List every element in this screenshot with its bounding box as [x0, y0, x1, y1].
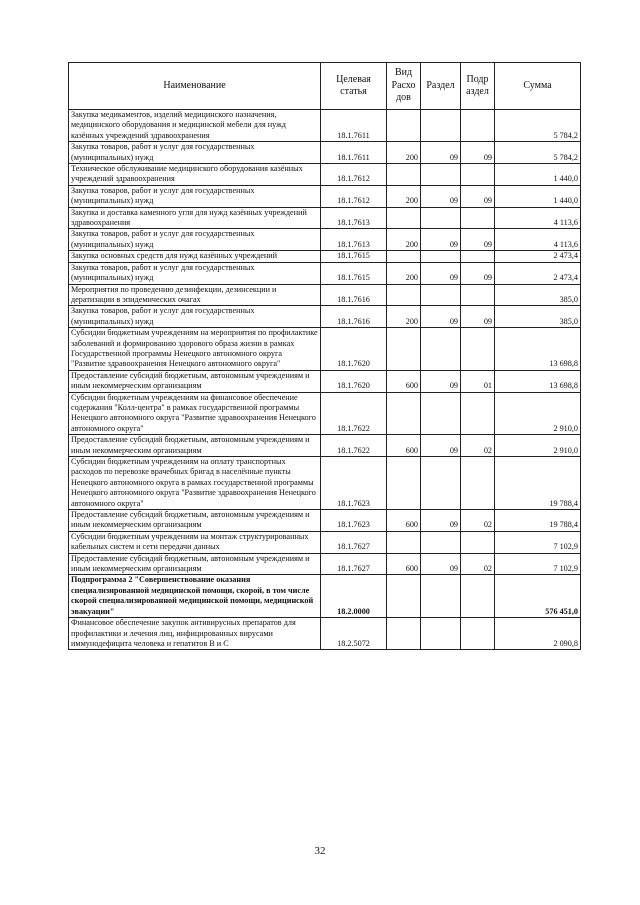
cell-name: Предоставление субсидий бюджетным, автономным учреждениям и иным некоммерческим организациям — [69, 553, 321, 575]
cell-section — [421, 457, 461, 510]
cell-expense-type: 600 — [387, 553, 421, 575]
cell-article: 18.1.7611 — [321, 110, 387, 142]
table-row — [69, 262, 581, 284]
cell-expense-type — [387, 207, 421, 229]
cell-article: 18.1.7623 — [321, 457, 387, 510]
cell-subsection — [461, 392, 495, 435]
cell-expense-type: 200 — [387, 229, 421, 251]
cell-name: Финансовое обеспечение закупок антивирусных препаратов для профилактики и лечения лиц, инфицированных вирусами иммунодефицита человека и гепатитов В и С — [69, 618, 321, 650]
cell-sum: 2 910,0 — [495, 392, 581, 435]
header-subsection: Подр аздел — [461, 63, 495, 110]
cell-subsection — [461, 110, 495, 142]
cell-sum: 5 784,2 — [495, 142, 581, 164]
cell-name: Техническое обслуживание медицинского оборудования казённых учреждений здравоохранения — [69, 164, 321, 186]
table-row — [69, 553, 581, 575]
table-body — [69, 110, 581, 650]
cell-subsection — [461, 251, 495, 262]
table-row — [69, 207, 581, 229]
cell-sum: 2 090,8 — [495, 618, 581, 650]
cell-article: 18.1.7622 — [321, 392, 387, 435]
cell-article: 18.1.7613 — [321, 207, 387, 229]
cell-section — [421, 251, 461, 262]
cell-article: 18.1.7612 — [321, 164, 387, 186]
cell-subsection: 02 — [461, 510, 495, 532]
cell-name: Закупка товаров, работ и услуг для государственных (муниципальных) нужд — [69, 306, 321, 328]
table-row — [69, 142, 581, 164]
cell-expense-type — [387, 110, 421, 142]
cell-section: 09 — [421, 262, 461, 284]
cell-article: 18.1.7627 — [321, 531, 387, 553]
cell-name: Закупка медикаментов, изделий медицинского назначения, медицинского оборудования и медицинской мебели для нужд казённых учреждений здравоохранения — [69, 110, 321, 142]
cell-article: 18.1.7620 — [321, 328, 387, 371]
cell-section — [421, 618, 461, 650]
cell-name: Субсидии бюджетным учреждениям на монтаж структурированных кабельных систем и сети передачи данных — [69, 531, 321, 553]
cell-name: Закупка и доставка каменного угля для нужд казённых учреждений здравоохранения — [69, 207, 321, 229]
cell-sum: 385,0 — [495, 306, 581, 328]
header-article: Целевая статья — [321, 63, 387, 110]
cell-section — [421, 531, 461, 553]
cell-name: Предоставление субсидий бюджетным, автономным учреждениям и иным некоммерческим организациям — [69, 510, 321, 532]
cell-expense-type — [387, 164, 421, 186]
table-row — [69, 110, 581, 142]
table-row — [69, 185, 581, 207]
table-row — [69, 370, 581, 392]
cell-section: 09 — [421, 185, 461, 207]
cell-sum: 4 113,6 — [495, 207, 581, 229]
cell-article: 18.1.7623 — [321, 510, 387, 532]
cell-name: Закупка товаров, работ и услуг для государственных (муниципальных) нужд — [69, 185, 321, 207]
cell-expense-type: 200 — [387, 185, 421, 207]
cell-sum: 1 440,0 — [495, 164, 581, 186]
cell-subsection: 09 — [461, 229, 495, 251]
cell-name: Предоставление субсидий бюджетным, автономным учреждениям и иным некоммерческим организациям — [69, 435, 321, 457]
cell-expense-type — [387, 328, 421, 371]
cell-article: 18.1.7615 — [321, 251, 387, 262]
cell-name: Подпрограмма 2 "Совершенствование оказания специализированной медицинской помощи, скорой, в том числе скорой специализированной медицинской помощи, медицинской эвакуации" — [69, 575, 321, 618]
cell-section: 09 — [421, 370, 461, 392]
cell-sum: 5 784,2 — [495, 110, 581, 142]
table-row — [69, 575, 581, 618]
cell-expense-type: 200 — [387, 262, 421, 284]
cell-subsection: 02 — [461, 553, 495, 575]
cell-subsection — [461, 457, 495, 510]
cell-subsection: 02 — [461, 435, 495, 457]
cell-name: Закупка товаров, работ и услуг для государственных (муниципальных) нужд — [69, 142, 321, 164]
table-row — [69, 618, 581, 650]
table-row — [69, 328, 581, 371]
cell-sum: 385,0 — [495, 284, 581, 306]
cell-name: Закупка основных средств для нужд казённых учреждений — [69, 251, 321, 262]
cell-subsection: 09 — [461, 262, 495, 284]
cell-section: 09 — [421, 553, 461, 575]
cell-subsection — [461, 618, 495, 650]
cell-sum: 7 102,9 — [495, 531, 581, 553]
header-section: Раздел — [421, 63, 461, 110]
budget-table-container — [68, 62, 580, 650]
cell-name: Субсидии бюджетным учреждениям на мероприятия по профилактике заболеваний и формированию здорового образа жизни в рамках Государственной программы Ненецкого автономного округа "Развитие здравоохранения Ненецкого автономного округа" — [69, 328, 321, 371]
cell-article: 18.1.7627 — [321, 553, 387, 575]
cell-expense-type: 600 — [387, 510, 421, 532]
cell-subsection: 09 — [461, 306, 495, 328]
table-row — [69, 251, 581, 262]
header-sum: Сумма — [495, 63, 581, 110]
cell-expense-type — [387, 251, 421, 262]
cell-subsection — [461, 531, 495, 553]
cell-section — [421, 284, 461, 306]
header-expense-type: Вид Расхо дов — [387, 63, 421, 110]
cell-article: 18.1.7615 — [321, 262, 387, 284]
cell-subsection: 01 — [461, 370, 495, 392]
table-header-row — [69, 63, 581, 110]
cell-section — [421, 575, 461, 618]
table-row — [69, 531, 581, 553]
budget-table — [68, 62, 581, 650]
cell-name: Субсидии бюджетным учреждениям на финансовое обеспечение содержания "Колл-центра" в рамках государственной программы Ненецкого автономного округа "Развитие здравоохранения Ненецкого автономного округа" — [69, 392, 321, 435]
cell-article: 18.1.7616 — [321, 306, 387, 328]
cell-sum: 2 910,0 — [495, 435, 581, 457]
cell-sum: 13 698,8 — [495, 328, 581, 371]
table-row — [69, 510, 581, 532]
cell-article: 18.1.7622 — [321, 435, 387, 457]
cell-article: 18.2.0000 — [321, 575, 387, 618]
cell-section — [421, 207, 461, 229]
cell-subsection — [461, 328, 495, 371]
cell-expense-type: 600 — [387, 370, 421, 392]
table-row — [69, 229, 581, 251]
page-number: 32 — [314, 845, 326, 857]
cell-expense-type: 600 — [387, 435, 421, 457]
cell-sum: 13 698,8 — [495, 370, 581, 392]
cell-expense-type — [387, 531, 421, 553]
cell-article: 18.1.7616 — [321, 284, 387, 306]
cell-article: 18.1.7613 — [321, 229, 387, 251]
header-name: Наименование — [69, 63, 321, 110]
cell-subsection: 09 — [461, 142, 495, 164]
cell-section: 09 — [421, 142, 461, 164]
table-row — [69, 392, 581, 435]
cell-section: 09 — [421, 306, 461, 328]
table-row — [69, 435, 581, 457]
table-row — [69, 164, 581, 186]
cell-expense-type: 200 — [387, 306, 421, 328]
cell-sum: 19 788,4 — [495, 510, 581, 532]
cell-section: 09 — [421, 229, 461, 251]
cell-article: 18.1.7611 — [321, 142, 387, 164]
table-row — [69, 457, 581, 510]
cell-name: Закупка товаров, работ и услуг для государственных (муниципальных) нужд — [69, 262, 321, 284]
cell-article: 18.1.7620 — [321, 370, 387, 392]
cell-article: 18.1.7612 — [321, 185, 387, 207]
cell-name: Предоставление субсидий бюджетным, автономным учреждениям и иным некоммерческим организациям — [69, 370, 321, 392]
cell-section: 09 — [421, 510, 461, 532]
cell-subsection — [461, 284, 495, 306]
cell-section — [421, 392, 461, 435]
cell-name: Субсидии бюджетным учреждениям на оплату транспортных расходов по перевозке врачебных бригад в населённые пункты Ненецкого автономного округа в рамках государственной программы Ненецкого автономного округа "Развитие здравоохранения Ненецкого автономного округа" — [69, 457, 321, 510]
table-row — [69, 306, 581, 328]
cell-sum: 1 440,0 — [495, 185, 581, 207]
cell-name: Закупка товаров, работ и услуг для государственных (муниципальных) нужд — [69, 229, 321, 251]
cell-article: 18.2.5072 — [321, 618, 387, 650]
table-row — [69, 284, 581, 306]
cell-name: Мероприятия по проведению дезинфекции, дезинсекции и дератизации в эпидемических очагах — [69, 284, 321, 306]
cell-expense-type — [387, 392, 421, 435]
cell-expense-type — [387, 618, 421, 650]
cell-sum: 4 113,6 — [495, 229, 581, 251]
cell-subsection — [461, 164, 495, 186]
cell-expense-type — [387, 284, 421, 306]
cell-subsection: 09 — [461, 185, 495, 207]
cell-sum: 7 102,9 — [495, 553, 581, 575]
cell-section — [421, 110, 461, 142]
cell-section — [421, 328, 461, 371]
cell-sum: 2 473,4 — [495, 251, 581, 262]
cell-section — [421, 164, 461, 186]
cell-expense-type — [387, 457, 421, 510]
cell-sum: 576 451,0 — [495, 575, 581, 618]
cell-sum: 19 788,4 — [495, 457, 581, 510]
cell-expense-type — [387, 575, 421, 618]
cell-subsection — [461, 207, 495, 229]
cell-sum: 2 473,4 — [495, 262, 581, 284]
cell-expense-type: 200 — [387, 142, 421, 164]
cell-subsection — [461, 575, 495, 618]
cell-section: 09 — [421, 435, 461, 457]
